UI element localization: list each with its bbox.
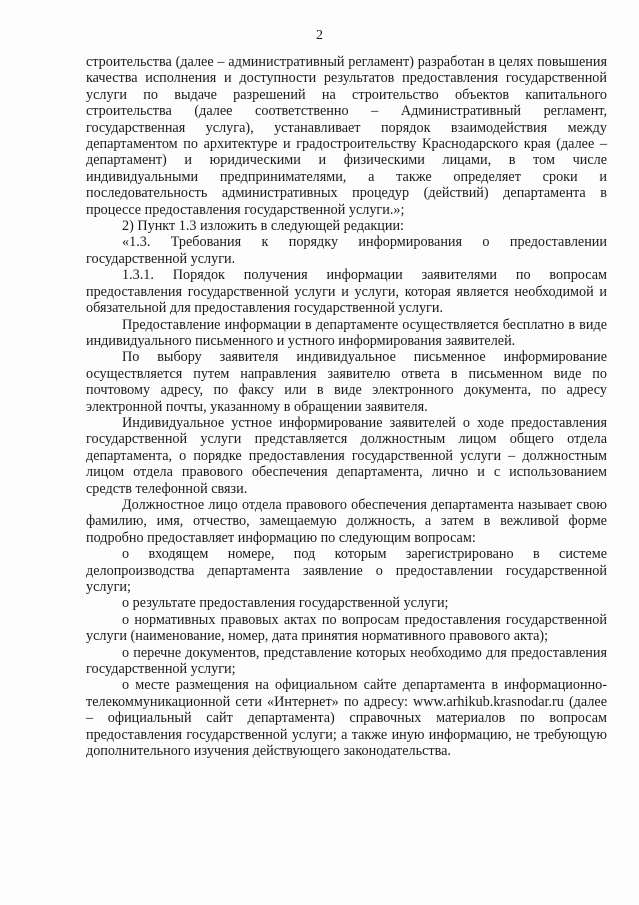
page-number: 2: [316, 28, 323, 43]
paragraph-free-information: Предоставление информации в департаменте осуществляется бесплатно в виде индивидуального письменного и устного информирования заявителей.: [86, 316, 607, 349]
paragraph-section-1-3-1: 1.3.1. Порядок получения информации заявителями по вопросам предоставления государственной услуги и услуги, которая является необходимой и обязательной для предоставления государственной услуги.: [86, 267, 607, 317]
list-item-official-website: о месте размещения на официальном сайте департамента в информационно-телекоммуникационной сети «Интернет» по адресу: www.arhikub.krasnodar.ru (далее – официальный сайт департамента) справочных материалов по вопросам предоставления государственной услуги; а также иную информацию, не требующую дополнительного изучения действующего законодательства.: [86, 677, 607, 760]
paragraph-regulation-intro: строительства (далее – административный регламент) разработан в целях повышения качества исполнения и доступности результатов предоставления государственной услуги по выдаче разрешений на строительство объектов капитального строительства (далее соответственно – Административный регламент, государственная услуга), устанавливает порядок взаимодействия между департаментом по архитектуре и градостроительству Краснодарского края (далее – департамент) и юридическими и физическими лицами, в том числе индивидуальными предпринимателями, а также определяет сроки и последовательность административных процедур (действий) департамента в процессе предоставления государственной услуги.»;: [86, 54, 607, 218]
paragraph-item-2: 2) Пункт 1.3 изложить в следующей редакции:: [122, 218, 404, 235]
list-item-incoming-number: о входящем номере, под которым зарегистрировано в системе делопроизводства департамента заявление о предоставлении государственной услуги;: [86, 546, 607, 595]
list-item-document-list: о перечне документов, представление которых необходимо для предоставления государственной услуги;: [86, 644, 607, 678]
paragraph-written-information: По выбору заявителя индивидуальное письменное информирование осуществляется путем направления заявителю ответа в письменном виде по почтовому адресу, по факсу или в виде электронного документа, по адресу электронной почты, указанному в обращении заявителя.: [86, 349, 607, 415]
list-item-service-result: о результате предоставления государственной услуги;: [122, 595, 449, 612]
paragraph-section-1-3: «1.3. Требования к порядку информирования о предоставлении государственной услуги.: [86, 234, 607, 267]
document-body: [86, 54, 607, 759]
list-item-legal-acts: о нормативных правовых актах по вопросам предоставления государственной услуги (наименование, номер, дата принятия нормативного правового акта);: [86, 611, 607, 645]
paragraph-oral-information: Индивидуальное устное информирование заявителей о ходе предоставления государственной услуги представляется должностным лицом общего отдела департамента, о порядке предоставления государственной услуги – должностным лицом отдела правового обеспечения департамента, лично и с использованием средств телефонной связи.: [86, 414, 607, 497]
paragraph-official-introduction: Должностное лицо отдела правового обеспечения департамента называет свою фамилию, имя, отчество, замещаемую должность, а затем в вежливой форме подробно предоставляет информацию по следующим вопросам:: [86, 496, 607, 546]
